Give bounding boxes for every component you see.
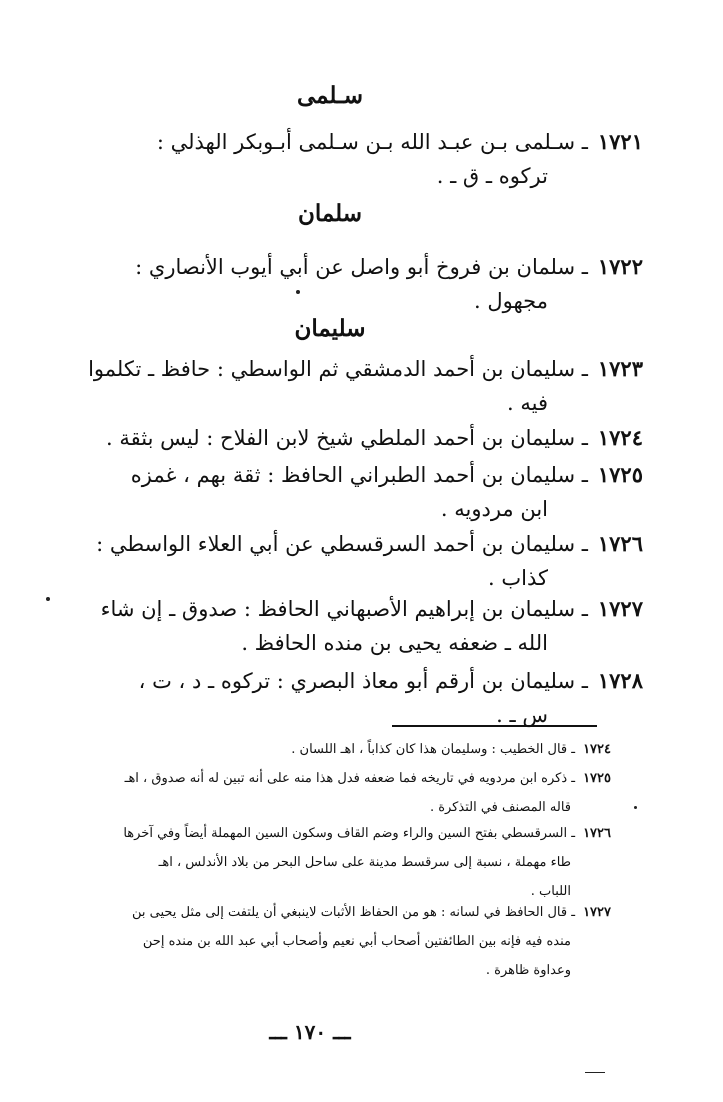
entry-continuation: تركوه ـ ق ـ . bbox=[436, 164, 548, 188]
entry-1723 bbox=[33, 352, 643, 420]
entry-1722 bbox=[33, 250, 643, 318]
entry-1728 bbox=[33, 664, 643, 732]
footnote-text: ـ قال الحافظ في لسانه : هو من الحفاظ الأثبات لاينبغي أن يلتفت إلى مثل يحيى بن bbox=[132, 905, 576, 920]
entry-1726 bbox=[33, 527, 643, 595]
entry-text: ـ سليمان بن أحمد الملطي شيخ لابن الفلاح : ليس بثقة . bbox=[106, 426, 588, 450]
heading-salman: سلمان bbox=[297, 200, 363, 227]
entry-text: ـ سليمان بن أحمد السرقسطي عن أبي العلاء الواسطي : bbox=[96, 532, 588, 556]
entry-text: ـ سليمان بن أرقم أبو معاذ البصري : تركوه ـ د ، ت ، bbox=[138, 669, 588, 693]
entry-number: ١٧٢٣ bbox=[597, 356, 643, 381]
entry-number: ١٧٢١ bbox=[597, 129, 643, 154]
heading-salma: سـلمى bbox=[296, 82, 364, 109]
footnote-continuation: قاله المصنف في التذكرة . bbox=[429, 800, 571, 815]
entry-1727 bbox=[33, 592, 643, 660]
footnote-1725 bbox=[51, 764, 611, 822]
entry-text: ـ سليمان بن أحمد الدمشقي ثم الواسطي : حافظ ـ تكلموا bbox=[88, 357, 588, 381]
scan-speck bbox=[634, 806, 637, 809]
entry-continuation: فيه . bbox=[507, 391, 548, 415]
footnote-text: ـ السرقسطي بفتح السين والراء وضم القاف وسكون السين المهملة أيضاً وفي آخرها bbox=[123, 826, 576, 841]
footnote-1726 bbox=[51, 819, 611, 906]
entry-continuation: ابن مردويه . bbox=[440, 497, 548, 521]
footnote-number: ١٧٢٧ bbox=[583, 905, 611, 920]
footnote-continuation: طاء مهملة ، نسبة إلى سرقسط مدينة على ساحل البحر من بلاد الأندلس ، اهـ bbox=[158, 855, 571, 870]
entry-1725 bbox=[33, 458, 643, 526]
footnote-number: ١٧٢٤ bbox=[583, 742, 611, 757]
entry-text: ـ سـلمى بـن عبـد الله بـن سـلمى أبـوبكر الهذلي : bbox=[156, 130, 588, 154]
entry-number: ١٧٢٧ bbox=[597, 596, 643, 621]
entry-number: ١٧٢٤ bbox=[597, 425, 643, 450]
scan-speck bbox=[296, 290, 300, 294]
entry-continuation: كذاب . bbox=[488, 566, 548, 590]
entry-1724 bbox=[33, 421, 643, 455]
entry-continuation: مجهول . bbox=[474, 289, 548, 313]
entry-text: ـ سلمان بن فروخ أبو واصل عن أبي أيوب الأنصاري : bbox=[135, 255, 588, 279]
entry-continuation: س ـ . bbox=[496, 703, 548, 727]
scan-speck bbox=[585, 1072, 605, 1073]
entry-number: ١٧٢٦ bbox=[597, 531, 643, 556]
entry-text: ـ سليمان بن إبراهيم الأصبهاني الحافظ : صدوق ـ إن شاء bbox=[100, 597, 588, 621]
page-number: ـــ ١٧٠ ـــ bbox=[269, 1020, 351, 1044]
entry-text: ـ سليمان بن أحمد الطبراني الحافظ : ثقة بهم ، غمزه bbox=[130, 463, 588, 487]
entry-number: ١٧٢٨ bbox=[597, 668, 643, 693]
footnote-1727 bbox=[51, 898, 611, 985]
footnote-separator bbox=[392, 725, 597, 727]
entry-continuation: الله ـ ضعفه يحيى بن منده الحافظ . bbox=[241, 631, 548, 655]
footnote-1724 bbox=[51, 735, 611, 764]
footnote-continuation: منده فيه فإنه بين الطائفتين أصحاب أبي نعيم وأصحاب أبي عبد الله بن منده إحن bbox=[142, 934, 571, 949]
scan-speck bbox=[46, 597, 50, 601]
footnote-number: ١٧٢٥ bbox=[583, 771, 611, 786]
entry-number: ١٧٢٥ bbox=[597, 462, 643, 487]
footnote-number: ١٧٢٦ bbox=[583, 826, 611, 841]
footnote-text: ـ ذكره ابن مردويه في تاريخه فما ضعفه فدل هذا منه على أنه تبين له أنه صدوق ، اهـ bbox=[124, 771, 576, 786]
heading-sulayman: سليمان bbox=[294, 315, 366, 342]
footnote-continuation: اللباب . bbox=[530, 884, 571, 899]
entry-1721 bbox=[33, 125, 643, 193]
footnote-text: ـ قال الخطيب : وسليمان هذا كان كذاباً ، اهـ اللسان . bbox=[291, 742, 576, 757]
footnote-continuation: وعداوة ظاهرة . bbox=[485, 963, 571, 978]
entry-number: ١٧٢٢ bbox=[597, 254, 643, 279]
